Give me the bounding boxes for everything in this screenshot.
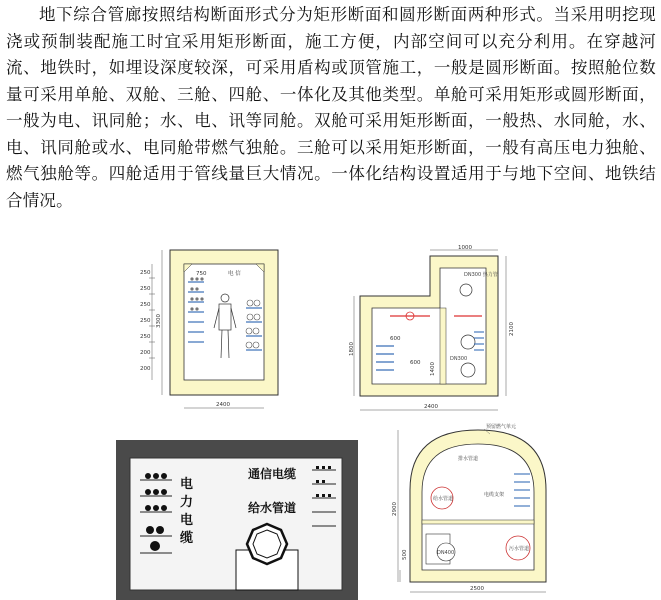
body-paragraph: 地下综合管廊按照结构断面形式分为矩形断面和圆形断面两种形式。当采用明挖现浇或预制装配施工时宜采用矩形断面，施工方便，内部空间可以充分利用。在穿越河流、地铁时，如埋设深度较深，可采用盾构或顶管施工，一般是圆形断面。按照舱位数量可采用单舱、双舱、三舱、四舱、一体化及其他类型。单舱可采用矩形或圆形断面，一般为电、讯同舱；水、电、讯等同舱。双舱可采用矩形断面，一般热、水同舱，水、电、讯同舱或水、电同舱带燃气独舱。三舱可以采用矩形断面，一般有高压电力独舱、燃气独舱等。四舱适用于管线量巨大情况。一体化结构设置适用于与地下空间、地铁结合情况。 — [6, 5, 656, 210]
svg-text:电: 电 — [180, 513, 194, 528]
svg-text:2900: 2900 — [392, 502, 398, 516]
svg-text:2400: 2400 — [216, 402, 230, 408]
svg-text:DN400: DN400 — [437, 550, 455, 556]
svg-text:500: 500 — [402, 549, 408, 560]
figure-cabin-photo — [116, 440, 358, 600]
svg-text:2100: 2100 — [509, 322, 515, 336]
svg-text:250: 250 — [140, 270, 151, 276]
svg-text:250: 250 — [140, 302, 151, 308]
svg-text:电 信: 电 信 — [228, 271, 241, 277]
svg-text:力: 力 — [180, 495, 194, 510]
svg-text:缆: 缆 — [180, 531, 194, 546]
svg-text:250: 250 — [140, 318, 151, 324]
figure-single-cabin-section — [132, 248, 282, 420]
svg-text:DN300: DN300 — [450, 356, 468, 362]
svg-text:2500: 2500 — [470, 586, 484, 592]
svg-text:通信电缆: 通信电缆 — [248, 467, 297, 481]
svg-text:污水管道: 污水管道 — [509, 546, 530, 552]
svg-text:电缆支架: 电缆支架 — [484, 492, 505, 498]
figure-arched-section — [386, 420, 571, 600]
svg-text:600: 600 — [390, 336, 401, 342]
svg-text:2400: 2400 — [424, 404, 438, 410]
figure-multi-cabin-section — [350, 246, 520, 422]
svg-text:750: 750 — [196, 271, 207, 277]
svg-text:250: 250 — [140, 334, 151, 340]
svg-text:排水管道: 排水管道 — [458, 456, 479, 462]
svg-text:1400: 1400 — [430, 362, 436, 376]
svg-text:200: 200 — [140, 350, 151, 356]
svg-text:200: 200 — [140, 366, 151, 372]
svg-text:电: 电 — [180, 477, 194, 492]
svg-text:3300: 3300 — [156, 314, 162, 328]
svg-text:给水管道: 给水管道 — [433, 496, 454, 502]
svg-text:DN300 热力管: DN300 热力管 — [464, 272, 498, 278]
svg-text:1000: 1000 — [458, 245, 472, 251]
svg-text:给水管道: 给水管道 — [248, 501, 297, 515]
svg-text:250: 250 — [140, 286, 151, 292]
svg-text:1800: 1800 — [349, 342, 355, 356]
svg-text:600: 600 — [410, 360, 421, 366]
svg-text:预留燃气单元: 预留燃气单元 — [486, 424, 517, 430]
